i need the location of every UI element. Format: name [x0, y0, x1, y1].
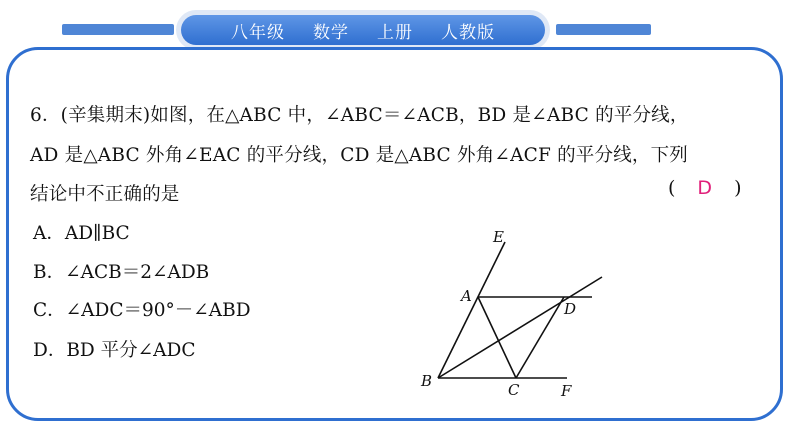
- label-e: E: [493, 228, 504, 246]
- answer-bracket-close: ): [734, 177, 742, 199]
- label-a: A: [461, 287, 472, 305]
- option-c: C．∠ADC＝90°－∠ABD: [33, 300, 251, 321]
- edition-label: 人教版: [441, 22, 495, 43]
- grade-label: 八年级: [231, 22, 285, 43]
- question-text-line-2: AD 是△ABC 外角∠EAC 的平分线，CD 是△ABC 外角∠ACF 的平分线，下列: [30, 145, 688, 166]
- volume-label: 上册: [377, 22, 413, 43]
- question-text-line-3: 结论中不正确的是: [30, 184, 180, 205]
- option-a: A．AD∥BC: [33, 223, 130, 244]
- line-c-d: [516, 297, 564, 378]
- line-a-c: [478, 297, 516, 378]
- label-c: C: [508, 381, 520, 399]
- answer-bracket-open: (: [668, 177, 676, 199]
- answer-value: D: [697, 177, 713, 199]
- option-b: B．∠ACB＝2∠ADB: [33, 262, 210, 283]
- option-d: D．BD 平分∠ADC: [33, 340, 196, 361]
- label-b: B: [421, 372, 433, 390]
- subject-label: 数学: [313, 22, 349, 43]
- question-text-line-1: 6．(辛集期末)如图，在△ABC 中，∠ABC＝∠ACB，BD 是∠ABC 的平分线，: [30, 105, 689, 126]
- label-d: D: [564, 300, 577, 318]
- label-f: F: [561, 382, 572, 400]
